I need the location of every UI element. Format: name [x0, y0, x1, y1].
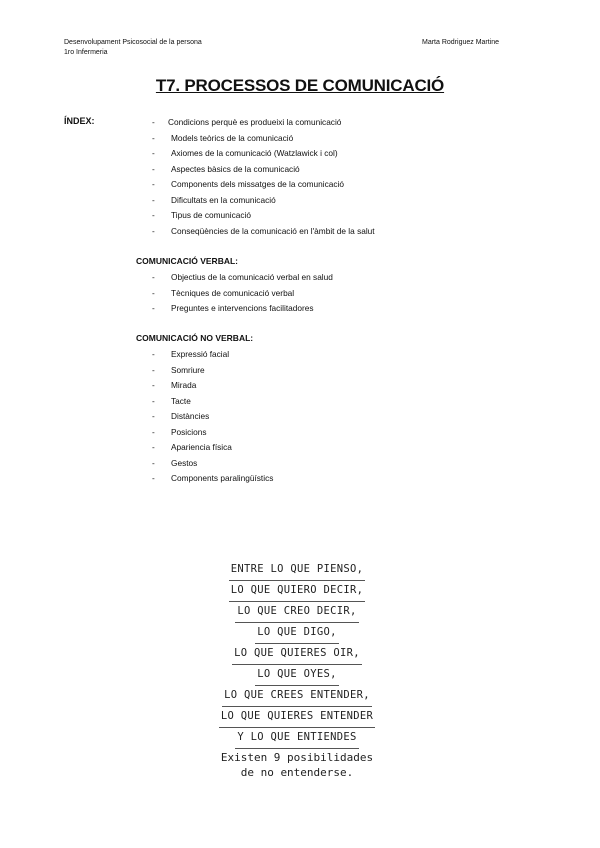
quote-line-text: ENTRE LO QUE PIENSO, [229, 560, 365, 581]
bullet-dash: - [152, 194, 155, 205]
nonverbal-item-text: Expressió facial [171, 349, 230, 359]
bullet-dash: - [152, 411, 155, 421]
quote-image [204, 560, 390, 779]
bullet-dash: - [152, 473, 155, 483]
nonverbal-item-text: Posicions [171, 426, 207, 437]
course-name: Desenvolupament Psicosocial de la persona [64, 39, 202, 46]
quote-line [204, 644, 390, 665]
quote-closing-line1: Existen 9 posibilidades [220, 751, 374, 764]
bullet-dash: - [152, 225, 155, 236]
bullet-dash: - [152, 272, 155, 282]
bullet-dash: - [152, 117, 155, 127]
index-item-text: Models teòrics de la comunicació [171, 132, 294, 143]
bullet-dash: - [152, 380, 155, 390]
verbal-heading: COMUNICACIÓ VERBAL: [136, 256, 238, 266]
bullet-dash: - [152, 442, 155, 452]
index-item-text: Components dels missatges de la comunicació [171, 179, 344, 189]
bullet-dash: - [152, 210, 155, 220]
course-year: 1ro Infermeria [64, 49, 108, 56]
index-label: ÍNDEX: [64, 116, 95, 126]
nonverbal-item-text: Gestos [171, 457, 198, 468]
nonverbal-item-text: Components paralingüístics [171, 473, 274, 483]
bullet-dash: - [152, 163, 155, 174]
index-item-text: Condicions perquè es produeixi la comunicació [168, 117, 342, 127]
quote-line-text: LO QUE QUIERES ENTENDER [219, 707, 375, 728]
index-item-text: Dificultats en la comunicació [171, 194, 276, 205]
quote-line [204, 707, 390, 728]
quote-line-text: LO QUE CREES ENTENDER, [222, 686, 372, 707]
quote-closing-line2: de no entenderse. [240, 766, 354, 779]
quote-line-text: Y LO QUE ENTIENDES [235, 728, 358, 749]
bullet-dash: - [152, 179, 155, 189]
bullet-dash: - [152, 148, 155, 158]
nonverbal-item-text: Tacte [171, 395, 191, 406]
bullet-dash: - [152, 303, 155, 313]
nonverbal-item-text: Somriure [171, 364, 205, 375]
quote-line [204, 602, 390, 623]
index-item-text: Tipus de comunicació [171, 210, 251, 220]
bullet-dash: - [152, 426, 155, 437]
bullet-dash: - [152, 395, 155, 406]
quote-line-text: LO QUE CREO DECIR, [235, 602, 358, 623]
index-item-text: Aspectes bàsics de la comunicació [171, 163, 300, 174]
nonverbal-item-text: Distàncies [171, 411, 210, 421]
quote-line-text: LO QUE QUIERES OIR, [232, 644, 362, 665]
page-title: T7. PROCESSOS DE COMUNICACIÓ [155, 76, 445, 95]
bullet-dash: - [152, 364, 155, 375]
quote-line [204, 581, 390, 602]
quote-line [204, 623, 390, 644]
quote-line-text: LO QUE QUIERO DECIR, [229, 581, 365, 602]
verbal-item-text: Tècniques de comunicació verbal [171, 287, 295, 298]
bullet-dash: - [152, 457, 155, 468]
quote-line [204, 665, 390, 686]
quote-line-text: LO QUE OYES, [255, 665, 338, 686]
nonverbal-heading: COMUNICACIÓ NO VERBAL: [136, 333, 254, 343]
document-header-left [64, 38, 202, 58]
quote-line [204, 686, 390, 707]
verbal-item-text: Preguntes e intervencions facilitadores [171, 303, 314, 313]
nonverbal-item-text: Apariencia física [171, 442, 232, 452]
quote-line-text: LO QUE DIGO, [255, 623, 338, 644]
index-item-text: Conseqüències de la comunicació en l'àmbit de la salut [171, 225, 375, 236]
quote-line [204, 560, 390, 581]
quote-line [204, 728, 390, 749]
bullet-dash: - [152, 287, 155, 298]
nonverbal-item-text: Mirada [171, 380, 197, 390]
bullet-dash: - [152, 132, 155, 143]
verbal-item-text: Objectius de la comunicació verbal en salud [171, 272, 333, 282]
bullet-dash: - [152, 349, 155, 359]
index-item-text: Axiomes de la comunicació (Watzlawick i col) [171, 148, 338, 158]
author-name: Marta Rodriguez Martine [422, 39, 500, 46]
